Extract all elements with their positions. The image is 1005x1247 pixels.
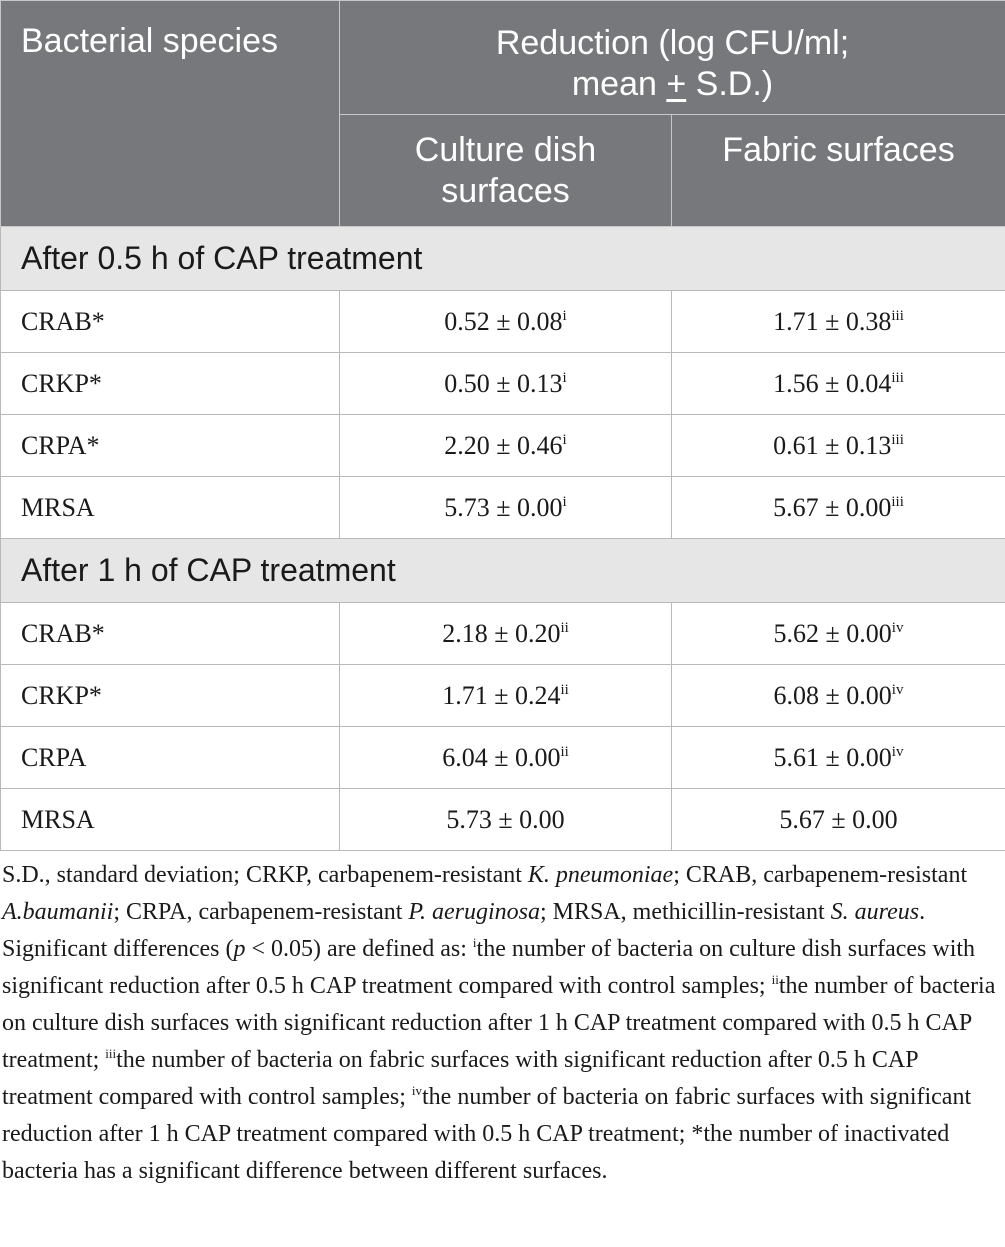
section-title: After 0.5 h of CAP treatment — [1, 227, 1005, 291]
header-reduction — [340, 1, 1005, 115]
fabric-cell: $5.67 \pm 0.00^{iii}$ — [672, 477, 1005, 539]
species-cell: CRKP* — [1, 353, 340, 415]
fabric-cell: $1.56 \pm 0.04^{iii}$ — [672, 353, 1005, 415]
header-culture-line2: surfaces — [441, 172, 570, 210]
header-culture-dish — [340, 115, 672, 227]
table-row — [1, 665, 1005, 727]
header-culture-line1: Culture dish — [414, 131, 597, 169]
table-row — [1, 477, 1005, 539]
table-footnote: S.D., standard deviation; CRKP, carbapenem-resistant K. pneumoniae; CRAB, carbapenem-resistant A.baumanii; CRPA, carbapenem-resistant P. aeruginosa; MRSA, methicillin-resistant S. aureus. Significant differences (p < 0.05) are defined as: $^i$the number of bacteria on culture dish surfaces with significant reduction after 0.5 h CAP treatment compared with control samples; $^{ii}$the number of bacteria on culture dish surfaces with significant reduction after 1 h CAP treatment compared with 0.5 h CAP treatment; $^{iii}$the number of bacteria on fabric surfaces with significant reduction after 0.5 h CAP treatment compared with control samples; $^{iv}$the number of bacteria on fabric surfaces with significant reduction after 1 h CAP treatment compared with 0.5 h CAP treatment; *the number of inactivated bacteria has a significant difference between different surfaces. — [2, 862, 996, 1184]
species-cell: MRSA — [1, 477, 340, 539]
fabric-cell: $5.62 \pm 0.00^{iv}$ — [672, 603, 1005, 665]
header-reduction-pm: + — [666, 65, 687, 103]
table-row — [1, 789, 1005, 851]
fabric-cell: $6.08 \pm 0.00^{iv}$ — [672, 665, 1005, 727]
section-title: After 1 h of CAP treatment — [1, 539, 1005, 603]
fabric-cell: $0.61 \pm 0.13^{iii}$ — [672, 415, 1005, 477]
culture-cell: $5.73 \pm 0.00^i$ — [340, 477, 672, 539]
header-bacterial-species: Bacterial species — [1, 1, 340, 227]
fabric-cell: $1.71 \pm 0.38^{iii}$ — [672, 291, 1005, 353]
culture-cell: $0.52 \pm 0.08^i$ — [340, 291, 672, 353]
table-row — [1, 727, 1005, 789]
species-cell: CRPA* — [1, 415, 340, 477]
culture-cell: $2.20 \pm 0.46^i$ — [340, 415, 672, 477]
fabric-cell: $5.61 \pm 0.00^{iv}$ — [672, 727, 1005, 789]
fabric-cell: 5.67 ± 0.00 — [672, 789, 1005, 851]
species-cell: CRPA — [1, 727, 340, 789]
table-row — [1, 603, 1005, 665]
culture-cell: $1.71 \pm 0.24^{ii}$ — [340, 665, 672, 727]
culture-cell: 5.73 ± 0.00 — [340, 789, 672, 851]
header-reduction-mean: mean — [571, 65, 667, 103]
culture-cell: $2.18 \pm 0.20^{ii}$ — [340, 603, 672, 665]
species-cell: CRAB* — [1, 291, 340, 353]
table-row — [1, 291, 1005, 353]
species-cell: MRSA — [1, 789, 340, 851]
header-fabric: Fabric surfaces — [672, 115, 1005, 227]
species-cell: CRAB* — [1, 603, 340, 665]
culture-cell: $0.50 \pm 0.13^i$ — [340, 353, 672, 415]
header-reduction-line1: Reduction (log CFU/ml; — [495, 24, 850, 62]
culture-cell: $6.04 \pm 0.00^{ii}$ — [340, 727, 672, 789]
table-row — [1, 415, 1005, 477]
header-reduction-sd: S.D.) — [686, 65, 774, 103]
species-cell: CRKP* — [1, 665, 340, 727]
table-row — [1, 353, 1005, 415]
